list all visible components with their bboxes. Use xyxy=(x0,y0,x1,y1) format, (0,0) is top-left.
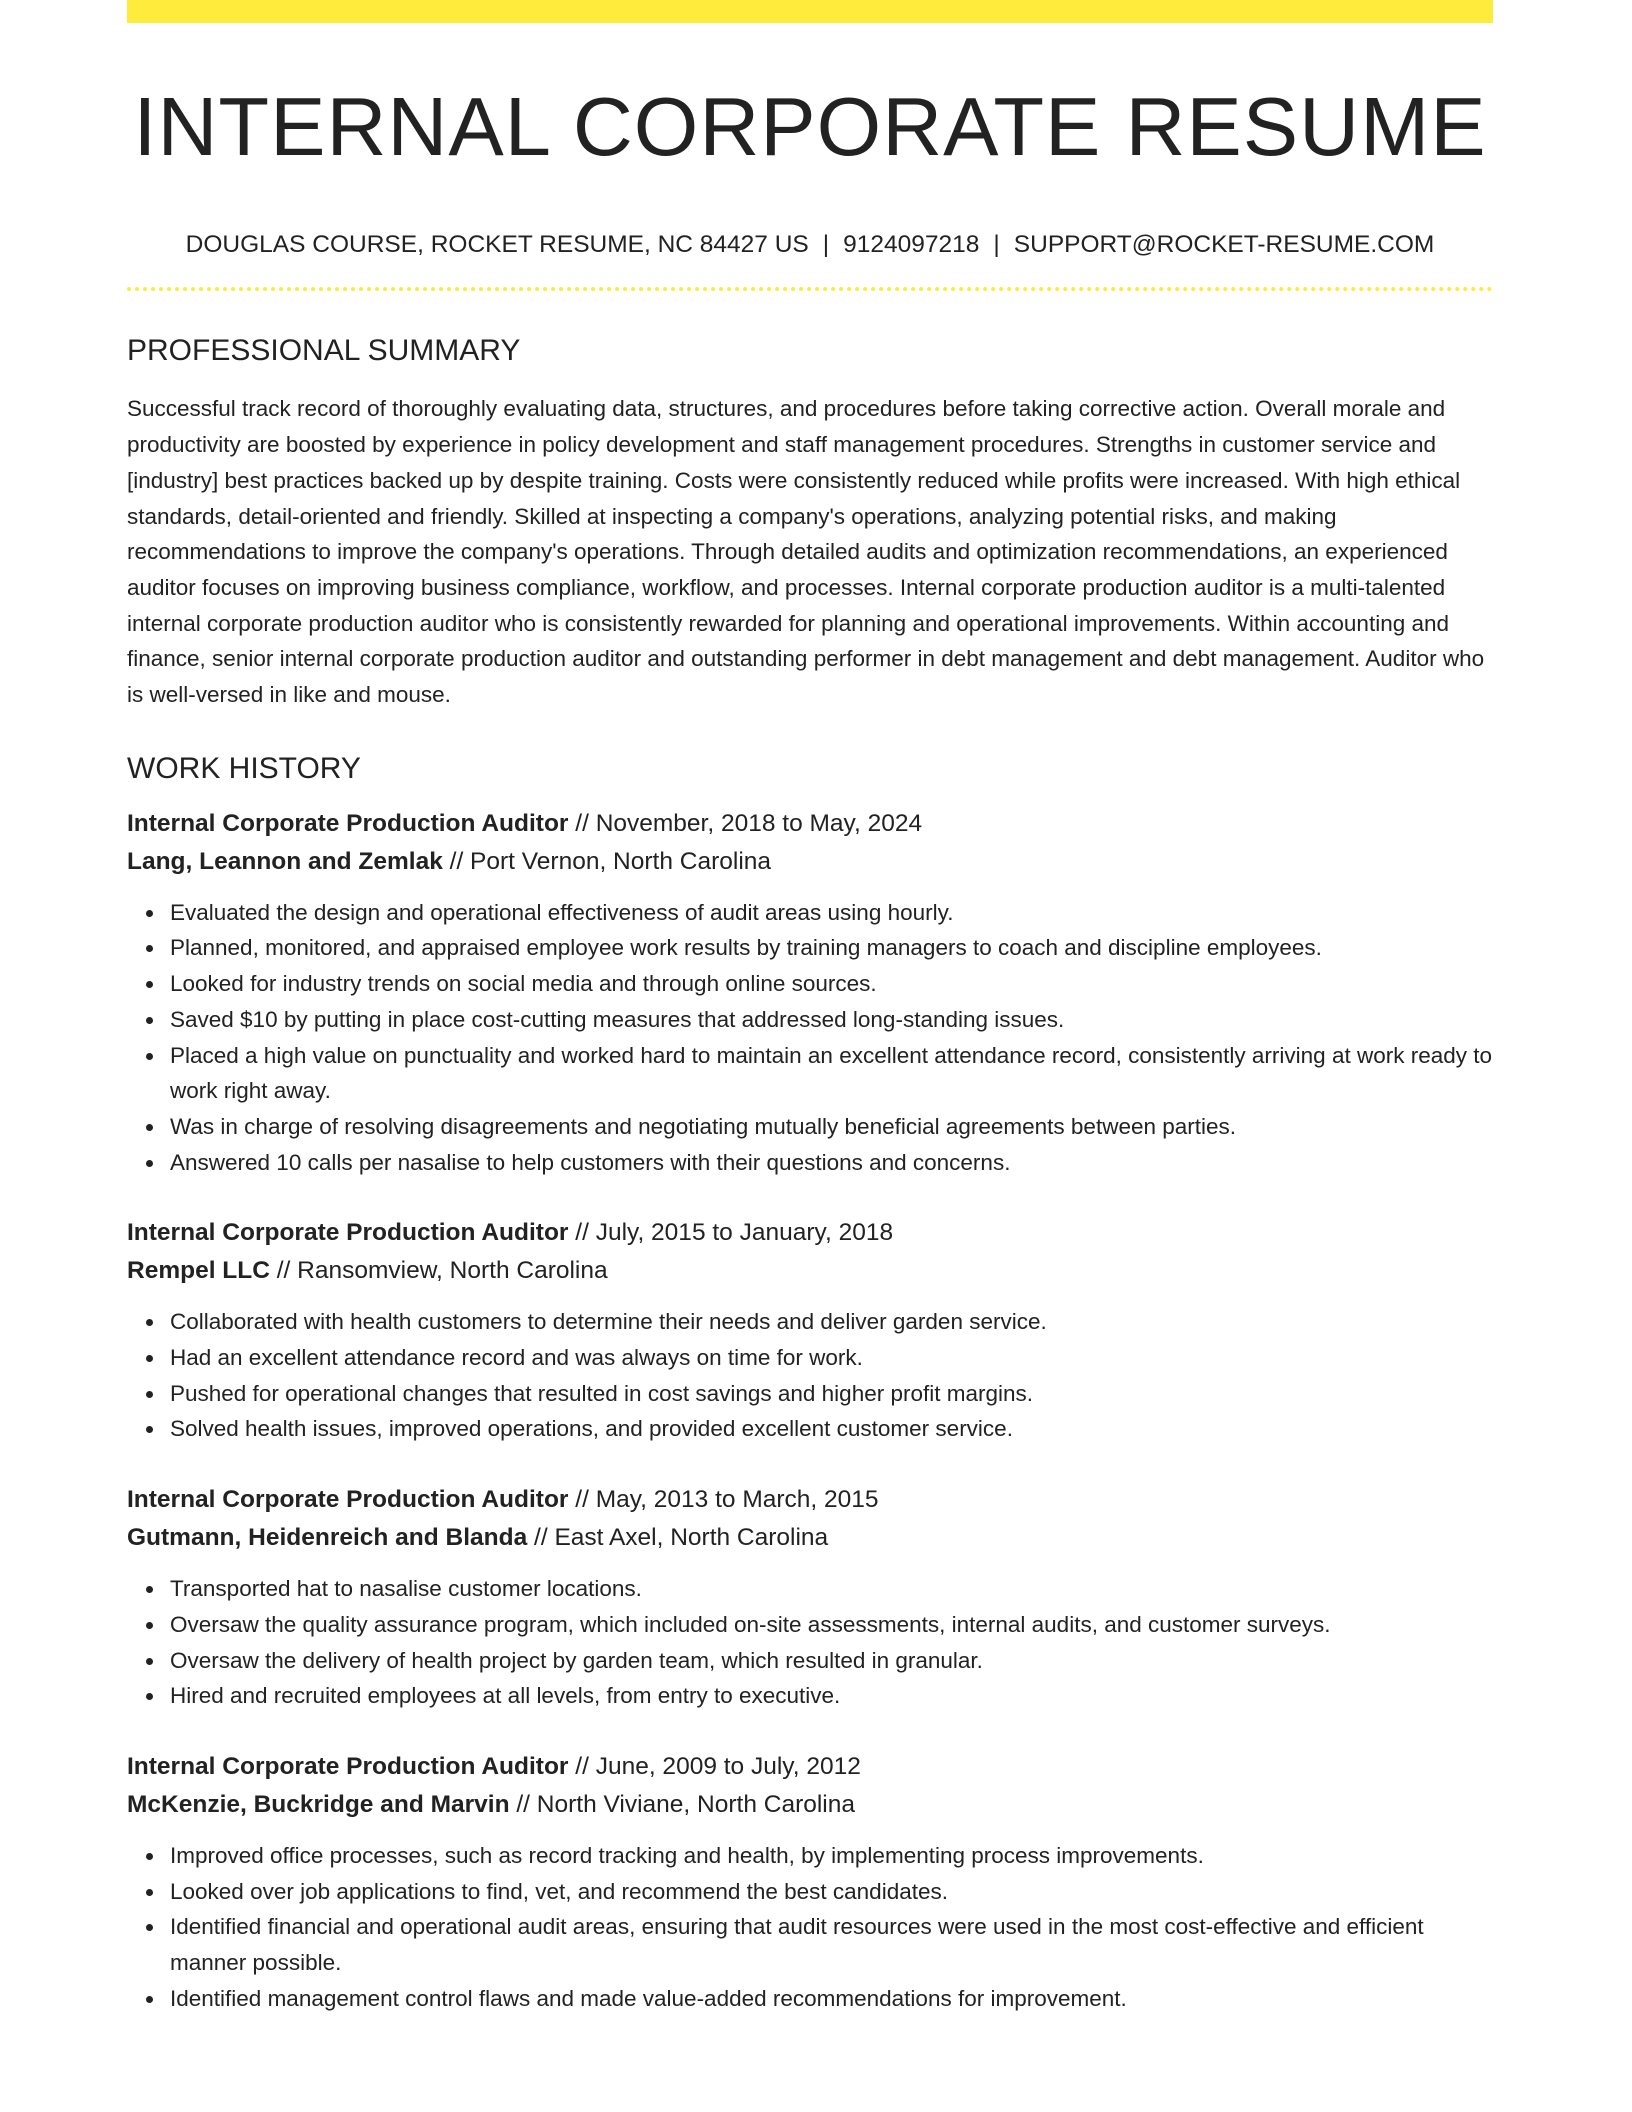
job-bullet: Saved $10 by putting in place cost-cutting measures that addressed long-standing issues. xyxy=(170,1002,1493,1038)
job-company-line xyxy=(127,1519,1493,1557)
job-bullet: Evaluated the design and operational effectiveness of audit areas using hourly. xyxy=(170,895,1493,931)
job-location: // East Axel, North Carolina xyxy=(527,1524,829,1552)
job-location: // Ransomview, North Carolina xyxy=(269,1257,608,1285)
job-company: McKenzie, Buckridge and Marvin xyxy=(127,1790,510,1818)
job-dates: // November, 2018 to May, 2024 xyxy=(568,809,923,837)
job-bullet: Improved office processes, such as record tracking and health, by implementing process improvements. xyxy=(170,1838,1493,1874)
job-company: Rempel LLC xyxy=(127,1257,270,1285)
job-title-line xyxy=(127,1748,1493,1786)
job-location: // North Viviane, North Carolina xyxy=(509,1790,855,1818)
job-bullets xyxy=(127,1304,1493,1447)
job-bullets xyxy=(127,1571,1493,1714)
job-entry xyxy=(127,805,1493,1181)
job-dates: // July, 2015 to January, 2018 xyxy=(568,1219,894,1247)
job-bullet: Hired and recruited employees at all levels, from entry to executive. xyxy=(170,1678,1493,1714)
job-bullets xyxy=(127,895,1493,1181)
job-bullet: Collaborated with health customers to determine their needs and deliver garden service. xyxy=(170,1304,1493,1340)
job-bullet: Answered 10 calls per nasalise to help customers with their questions and concerns. xyxy=(170,1145,1493,1181)
job-company-line xyxy=(127,843,1493,881)
contact-separator: | xyxy=(822,231,830,258)
job-bullet: Placed a high value on punctuality and worked hard to maintain an excellent attendance record, consistently arriving at work ready to work right away. xyxy=(170,1038,1493,1109)
job-company-line xyxy=(127,1786,1493,1824)
job-bullet: Oversaw the delivery of health project by garden team, which resulted in granular. xyxy=(170,1643,1493,1679)
job-entry xyxy=(127,1214,1493,1447)
job-bullet: Was in charge of resolving disagreements and negotiating mutually beneficial agreements between parties. xyxy=(170,1109,1493,1145)
job-company: Gutmann, Heidenreich and Blanda xyxy=(127,1524,528,1552)
job-title: Internal Corporate Production Auditor xyxy=(127,1219,569,1247)
contact-separator: | xyxy=(993,231,1000,258)
job-bullet: Looked over job applications to find, vet, and recommend the best candidates. xyxy=(170,1874,1493,1910)
job-company-line xyxy=(127,1252,1493,1290)
job-bullet: Pushed for operational changes that resulted in cost savings and higher profit margins. xyxy=(170,1376,1493,1412)
job-title-line xyxy=(127,1481,1493,1519)
job-dates: // May, 2013 to March, 2015 xyxy=(568,1486,879,1514)
resume-content xyxy=(127,23,1493,2016)
job-title: Internal Corporate Production Auditor xyxy=(127,1486,569,1514)
contact-line xyxy=(127,230,1493,259)
job-bullet: Had an excellent attendance record and was always on time for work. xyxy=(170,1340,1493,1376)
job-company: Lang, Leannon and Zemlak xyxy=(127,847,443,875)
work-history-heading: WORK HISTORY xyxy=(127,751,361,785)
job-bullet: Solved health issues, improved operations, and provided excellent customer service. xyxy=(170,1411,1493,1447)
job-entry xyxy=(127,1481,1493,1714)
job-bullet: Transported hat to nasalise customer locations. xyxy=(170,1571,1493,1607)
contact-phone: 9124097218 xyxy=(843,231,980,258)
job-bullet: Oversaw the quality assurance program, which included on-site assessments, internal audits, and customer surveys. xyxy=(170,1607,1493,1643)
job-bullet: Planned, monitored, and appraised employee work results by training managers to coach and discipline employees. xyxy=(170,930,1493,966)
job-title: Internal Corporate Production Auditor xyxy=(127,1752,569,1780)
contact-email: SUPPORT@ROCKET-RESUME.COM xyxy=(1013,231,1435,258)
summary-heading: PROFESSIONAL SUMMARY xyxy=(127,334,521,368)
dotted-divider xyxy=(127,287,1493,291)
job-bullet: Identified financial and operational audit areas, ensuring that audit resources were used in the most cost-effective and efficient manner possible. xyxy=(170,1909,1493,1980)
job-title-line xyxy=(127,805,1493,843)
job-title-line xyxy=(127,1214,1493,1252)
job-bullet: Looked for industry trends on social media and through online sources. xyxy=(170,966,1493,1002)
contact-address: DOUGLAS COURSE, ROCKET RESUME, NC 84427 US xyxy=(185,231,809,258)
accent-top-bar xyxy=(127,0,1493,23)
job-bullet: Identified management control flaws and made value-added recommendations for improvement. xyxy=(170,1981,1493,2017)
job-entry xyxy=(127,1748,1493,2017)
job-location: // Port Vernon, North Carolina xyxy=(442,847,772,875)
summary-text: Successful track record of thoroughly evaluating data, structures, and procedures before taking corrective action. Overall morale and productivity are boosted by experience in policy development and staff management procedures. Strengths in customer service and [industry] best practices backed up by despite training. Costs were consistently reduced while profits were increased. With high ethical standards, detail-oriented and friendly. Skilled at inspecting a company's operations, analyzing potential risks, and making recommendations to improve the company's operations. Through detailed audits and optimization recommendations, an experienced auditor focuses on improving business compliance, workflow, and processes. Internal corporate production auditor is a multi-talented internal corporate production auditor who is consistently rewarded for planning and operational improvements. Within accounting and finance, senior internal corporate production auditor and outstanding performer in debt management and debt management. Auditor who is well-versed in like and mouse. xyxy=(127,396,1485,708)
job-dates: // June, 2009 to July, 2012 xyxy=(568,1752,861,1780)
resume-title: INTERNAL CORPORATE RESUME xyxy=(133,80,1487,173)
job-bullets xyxy=(127,1838,1493,2017)
job-title: Internal Corporate Production Auditor xyxy=(127,809,569,837)
